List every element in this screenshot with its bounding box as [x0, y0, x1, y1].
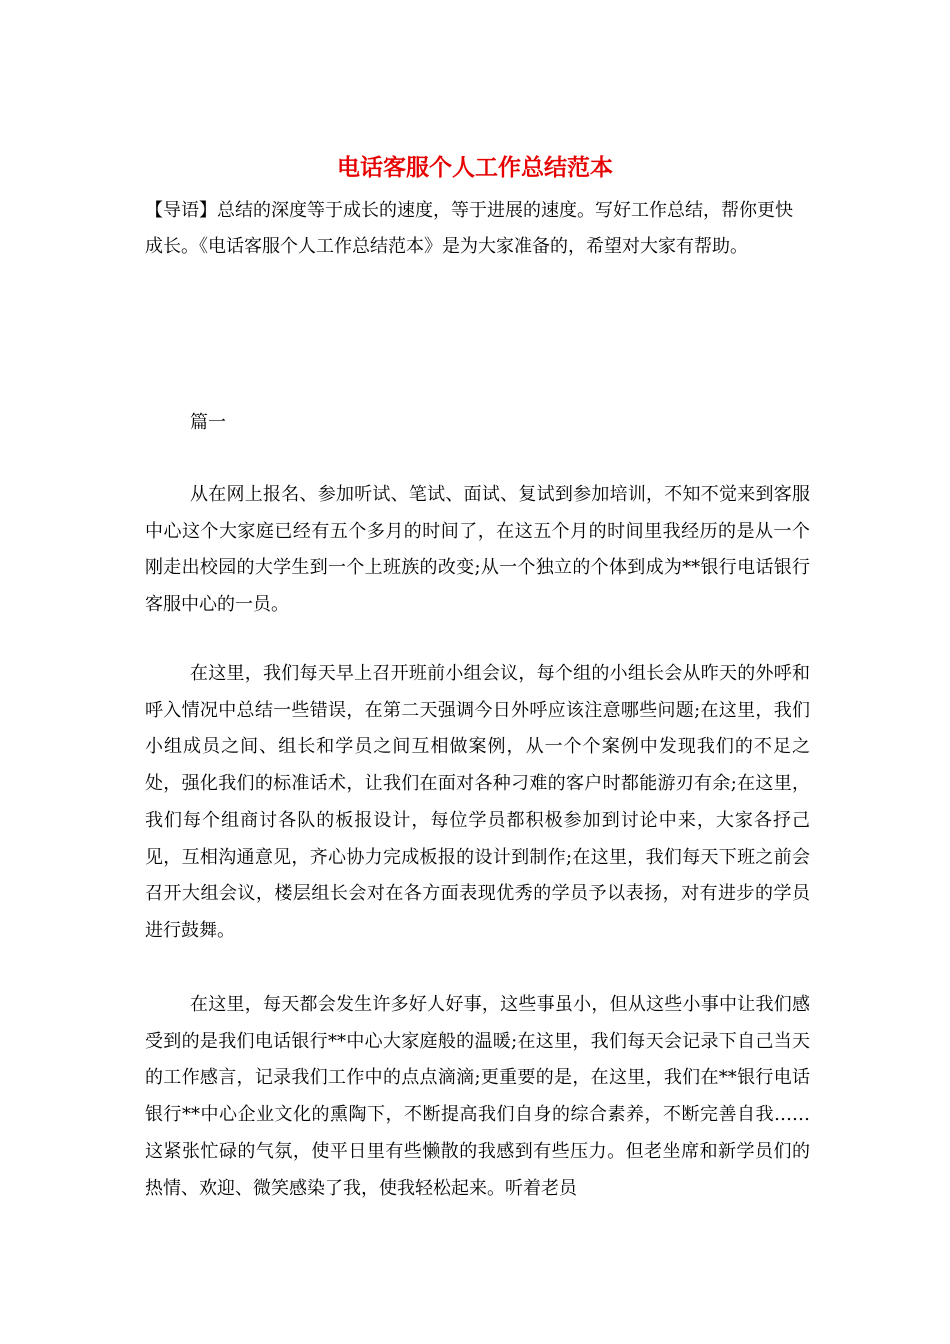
body-paragraph-3: 在这里，每天都会发生许多好人好事，这些事虽小，但从这些小事中让我们感受到的是我们电话银行**中心大家庭般的温暖;在这里，我们每天会记录下自己当天的工作感言，记录我们工作中的点点滴滴;更重要的是，在这里，我们在**银行电话银行**中心企业文化的熏陶下，不断提高我们自身的综合素养，不断完善自我……这紧张忙碌的气氛，使平日里有些懒散的我感到有些压力。但老坐席和新学员们的热情、欢迎、微笑感染了我，使我轻松起来。听着老员 — [145, 994, 810, 1199]
section-label: 篇一 — [190, 412, 226, 433]
intro-paragraph: 【导语】总结的深度等于成长的速度，等于进展的速度。写好工作总结，帮你更快成长。《电话客服个人工作总结范本》是为大家准备的，希望对大家有帮助。 — [145, 200, 793, 257]
document-title: 电话客服个人工作总结范本 — [337, 154, 613, 181]
body-paragraph-2: 在这里，我们每天早上召开班前小组会议，每个组的小组长会从昨天的外呼和呼入情况中总结一些错误，在第二天强调今日外呼应该注意哪些问题;在这里，我们小组成员之间、组长和学员之间互相做案例，从一个个案例中发现我们的不足之处，强化我们的标准话术，让我们在面对各种刁难的客户时都能游刃有余;在这里，我们每个组商讨各队的板报设计，每位学员都积极参加到讨论中来，大家各抒己见，互相沟通意见，齐心协力完成板报的设计到制作;在这里，我们每天下班之前会召开大组会议，楼层组长会对在各方面表现优秀的学员予以表扬，对有进步的学员进行鼓舞。 — [145, 663, 810, 941]
body-paragraph-1: 从在网上报名、参加听试、笔试、面试、复试到参加培训，不知不觉来到客服中心这个大家庭已经有五个多月的时间了，在这五个月的时间里我经历的是从一个刚走出校园的大学生到一个上班族的改变;从一个独立的个体到成为**银行电话银行客服中心的一员。 — [145, 484, 810, 616]
